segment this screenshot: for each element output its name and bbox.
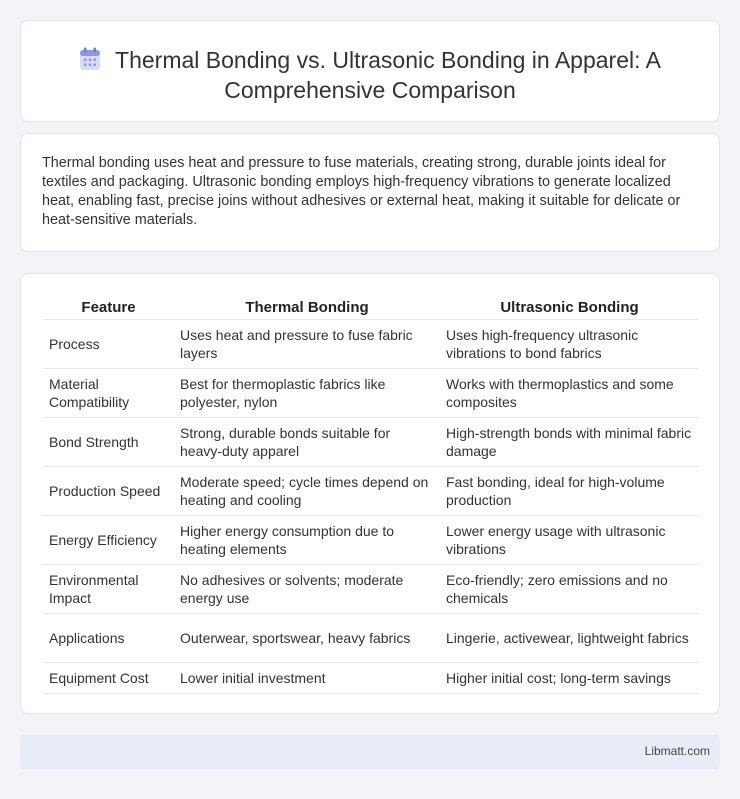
intro-paragraph: Thermal bonding uses heat and pressure to fuse materials, creating strong, durable joints ideal for textiles and packaging. Ultrasonic bonding employs high-frequency vibrations to generate localized heat, enabling fast, precise joins without adhesives or external heat, making it suitable for delicate or heat-sensitive materials. bbox=[42, 155, 681, 228]
table-row bbox=[43, 662, 699, 693]
header-feature: Feature bbox=[43, 296, 174, 319]
table-row bbox=[43, 613, 699, 662]
thermal-cell: No adhesives or solvents; moderate energy use bbox=[174, 564, 440, 613]
ultrasonic-cell: Lingerie, activewear, lightweight fabrics bbox=[440, 613, 699, 662]
table-row bbox=[43, 515, 699, 564]
header-ultrasonic-bonding: Ultrasonic Bonding bbox=[440, 296, 699, 319]
ultrasonic-cell: Higher initial cost; long-term savings bbox=[440, 662, 699, 693]
feature-cell: Energy Efficiency bbox=[43, 515, 174, 564]
thermal-cell: Lower initial investment bbox=[174, 662, 440, 693]
table-row bbox=[43, 564, 699, 613]
table-row bbox=[43, 319, 699, 368]
thermal-cell: Higher energy consumption due to heating elements bbox=[174, 515, 440, 564]
feature-cell: Bond Strength bbox=[43, 417, 174, 466]
thermal-cell: Uses heat and pressure to fuse fabric layers bbox=[174, 319, 440, 368]
thermal-cell: Moderate speed; cycle times depend on heating and cooling bbox=[174, 466, 440, 515]
ultrasonic-cell: Eco-friendly; zero emissions and no chemicals bbox=[440, 564, 699, 613]
footer-bar bbox=[20, 735, 720, 769]
table-row bbox=[43, 417, 699, 466]
comparison-table bbox=[43, 296, 699, 694]
table-header-row bbox=[43, 296, 699, 319]
footer-site-link[interactable]: Libmatt.com bbox=[644, 744, 710, 758]
intro-card bbox=[20, 133, 720, 252]
page-title-text: Thermal Bonding vs. Ultrasonic Bonding in Apparel: A Comprehensive Comparison bbox=[115, 47, 661, 103]
table-row bbox=[43, 368, 699, 417]
page-title bbox=[21, 45, 719, 105]
feature-cell: Production Speed bbox=[43, 466, 174, 515]
title-card bbox=[20, 20, 720, 122]
thermal-cell: Strong, durable bonds suitable for heavy-duty apparel bbox=[174, 417, 440, 466]
comparison-card bbox=[20, 273, 720, 714]
feature-cell: Process bbox=[43, 319, 174, 368]
feature-cell: Applications bbox=[43, 613, 174, 662]
table-row bbox=[43, 466, 699, 515]
ultrasonic-cell: High-strength bonds with minimal fabric damage bbox=[440, 417, 699, 466]
feature-cell: Equipment Cost bbox=[43, 662, 174, 693]
ultrasonic-cell: Fast bonding, ideal for high-volume production bbox=[440, 466, 699, 515]
thermal-cell: Best for thermoplastic fabrics like polyester, nylon bbox=[174, 368, 440, 417]
feature-cell: Environmental Impact bbox=[43, 564, 174, 613]
header-thermal-bonding: Thermal Bonding bbox=[174, 296, 440, 319]
ultrasonic-cell: Lower energy usage with ultrasonic vibrations bbox=[440, 515, 699, 564]
thermal-cell: Outerwear, sportswear, heavy fabrics bbox=[174, 613, 440, 662]
ultrasonic-cell: Uses high-frequency ultrasonic vibrations to bond fabrics bbox=[440, 319, 699, 368]
calendar-icon bbox=[79, 47, 101, 71]
ultrasonic-cell: Works with thermoplastics and some composites bbox=[440, 368, 699, 417]
feature-cell: Material Compatibility bbox=[43, 368, 174, 417]
